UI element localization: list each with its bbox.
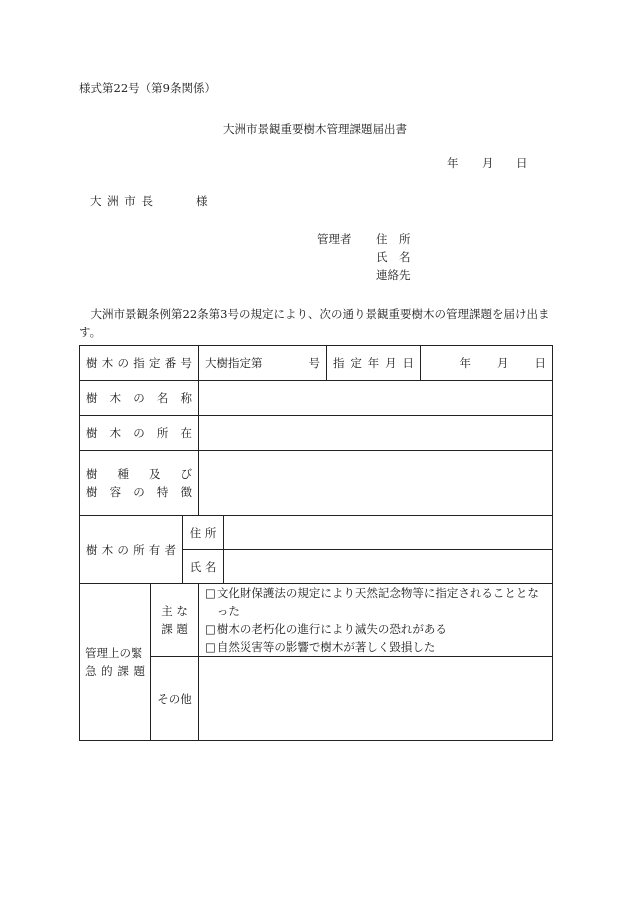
urgent-issues-label [80, 584, 151, 741]
designation-date-field[interactable] [421, 346, 553, 381]
main-issues-label [151, 584, 199, 657]
issue-text: 自然災害等の影響で樹木が著しく毀損した [216, 640, 436, 654]
owner-name-field[interactable] [224, 550, 553, 584]
body-text: 大洲市景観条例第22条第3号の規定により、次の通り景観重要樹木の管理課題を届け出ます。 [79, 307, 550, 339]
main-issues-list [199, 584, 553, 657]
issue-item[interactable] [205, 638, 548, 656]
species-label-line2: 樹容の特徴 [86, 485, 193, 499]
designation-prefix: 大樹指定第 [205, 356, 263, 370]
checkbox-icon[interactable]: □ [205, 586, 216, 600]
issue-item[interactable] [205, 620, 548, 638]
designation-date-label: 指定年月日 [327, 346, 421, 381]
designation-date-year: 年 [459, 356, 472, 370]
main-label-line2: 課 題 [161, 622, 188, 636]
date-year-label: 年 [447, 156, 459, 170]
owner-address-field[interactable] [224, 516, 553, 550]
applicant-name-label: 氏 名 [376, 250, 411, 264]
designation-suffix: 号 [308, 356, 321, 370]
issue-text: 文化財保護法の規定により天然記念物等に指定されることとなった [216, 586, 539, 618]
checkbox-icon[interactable]: □ [205, 622, 216, 636]
other-field[interactable] [199, 657, 553, 741]
addressee: 大 洲 市 長 [90, 194, 154, 208]
date-month-label: 月 [482, 156, 494, 170]
other-label: その他 [151, 657, 199, 741]
urgent-label-line1: 管理上の緊 [85, 646, 143, 660]
issue-text: 樹木の老朽化の進行により滅失の恐れがある [216, 622, 447, 636]
designation-number-field[interactable] [199, 346, 327, 381]
tree-name-label: 樹木の名称 [80, 381, 199, 416]
species-label-line1: 樹種及び [86, 467, 193, 481]
issue-item[interactable] [205, 584, 548, 620]
designation-date-month: 月 [497, 356, 509, 370]
species-field[interactable] [199, 451, 553, 516]
tree-location-field[interactable] [199, 416, 553, 451]
designation-date-day: 日 [534, 356, 547, 370]
owner-label: 樹木の所有者 [80, 516, 183, 584]
owner-address-label: 住 所 [183, 516, 224, 550]
applicant-address-label: 住 所 [376, 232, 411, 246]
checkbox-icon[interactable]: □ [205, 640, 216, 654]
tree-location-label: 樹木の所在 [80, 416, 199, 451]
form-number: 様式第22号（第9条関係） [79, 81, 216, 95]
designation-number-label: 樹木の指定番号 [80, 346, 199, 381]
species-label [80, 451, 199, 516]
document-title: 大洲市景観重要樹木管理課題届出書 [223, 122, 407, 136]
owner-name-label: 氏 名 [183, 550, 224, 584]
tree-name-field[interactable] [199, 381, 553, 416]
date-day-label: 日 [516, 156, 528, 170]
main-label-line1: 主 な [161, 604, 188, 618]
urgent-label-line2: 急的課題 [85, 664, 145, 678]
tree-issue-form-table [79, 345, 553, 741]
applicant-role-label: 管理者 [317, 232, 352, 246]
applicant-contact-label: 連絡先 [376, 268, 411, 282]
addressee-honorific: 様 [196, 194, 208, 208]
